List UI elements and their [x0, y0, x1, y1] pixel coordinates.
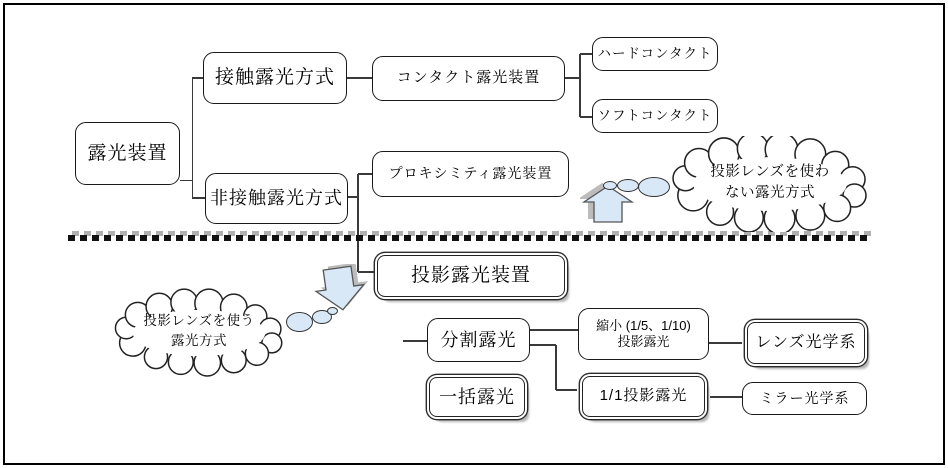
- down-arrow-icon: [310, 264, 372, 316]
- connector-line: [530, 329, 578, 330]
- reduction-projection-line1: 縮小 (1/5、1/10): [596, 317, 691, 333]
- thought-bubble-icon: [327, 307, 338, 315]
- node-exposure-equipment: 露光装置: [75, 122, 180, 185]
- connector-line: [357, 174, 358, 272]
- cloud-callout-no-lens: [661, 136, 879, 232]
- connector-line: [565, 77, 580, 78]
- connector-line: [710, 396, 742, 397]
- cloud-with-lens-line1: 投影レンズを使う: [143, 313, 255, 328]
- connector-line: [358, 173, 372, 174]
- node-one-to-one-projection-exposure: 1/1投影露光: [582, 376, 705, 417]
- section-divider: [68, 235, 872, 241]
- connector-line: [192, 197, 205, 198]
- cloud-no-lens-line2: ない露光方式: [725, 185, 815, 201]
- node-projection-exposure-equipment: 投影露光装置: [377, 255, 565, 297]
- node-proximity-exposure-equipment: プロキシミティ露光装置: [372, 151, 569, 197]
- cloud-with-lens-line2: 露光方式: [171, 333, 227, 348]
- node-soft-contact: ソフトコンタクト: [592, 99, 718, 133]
- node-batch-exposure: 一括露光: [429, 377, 525, 417]
- connector-line: [556, 389, 577, 390]
- node-noncontact-exposure-method: 非接触露光方式: [205, 173, 348, 224]
- node-split-exposure: 分割露光: [427, 318, 530, 362]
- node-reduction-projection-exposure: [578, 308, 709, 360]
- connector-line: [347, 77, 372, 78]
- node-hard-contact: ハードコンタクト: [592, 37, 718, 71]
- connector-line: [403, 340, 427, 341]
- cloud-callout-with-lens: [108, 288, 290, 378]
- connector-line: [192, 77, 203, 78]
- cloud-no-lens-line1: 投影レンズを使わ: [710, 164, 830, 180]
- connector-line: [555, 345, 556, 390]
- node-mirror-optical-system: ミラー光学系: [742, 382, 867, 415]
- connector-line: [709, 342, 742, 343]
- node-contact-exposure-method: 接触露光方式: [203, 52, 347, 104]
- connector-line: [530, 344, 556, 345]
- node-contact-exposure-equipment: コンタクト露光装置: [372, 56, 565, 101]
- connector-line: [580, 116, 592, 117]
- connector-line: [579, 54, 580, 117]
- connector-line: [580, 53, 592, 54]
- thought-bubble-icon: [286, 312, 313, 332]
- thought-bubble-icon: [617, 179, 639, 192]
- thought-bubble-icon: [603, 181, 617, 190]
- connector-line: [192, 78, 193, 199]
- reduction-projection-line2: 投影露光: [617, 334, 670, 349]
- node-lens-optical-system: レンズ光学系: [747, 322, 865, 364]
